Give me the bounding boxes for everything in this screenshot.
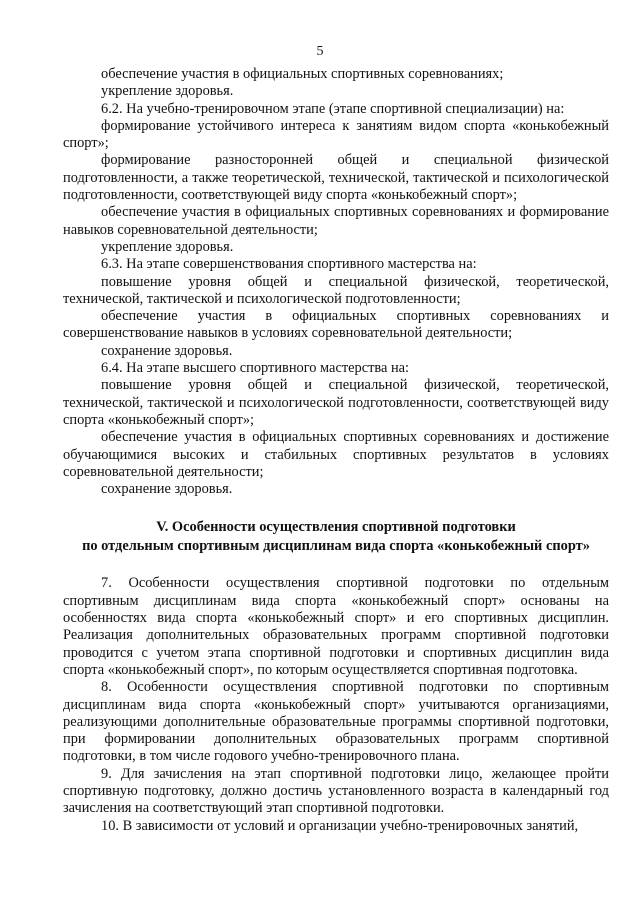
paragraph: повышение уровня общей и специальной физической, теоретической, технической, тактической и психологической подготовленности; <box>63 273 609 307</box>
paragraph: обеспечение участия в официальных спортивных соревнованиях; <box>101 66 504 82</box>
paragraph: 9. Для зачисления на этап спортивной подготовки лицо, желающее пройти спортивную подготовку, должно достичь установленного возраста в календарный год зачисления на соответствующий этап спортивной подготовки. <box>63 765 609 817</box>
paragraph: укрепление здоровья. <box>101 238 234 255</box>
document-body <box>63 66 609 835</box>
paragraph: обеспечение участия в официальных спортивных соревнованиях и достижение обучающимися высоких и стабильных спортивных результатов в условиях соревновательной деятельности; <box>63 429 609 480</box>
paragraph: сохранение здоровья. <box>101 342 233 359</box>
paragraph: 10. В зависимости от условий и организации учебно-тренировочных занятий, <box>101 817 579 834</box>
paragraph: формирование разносторонней общей и специальной физической подготовленности, а также теоретической, технической, тактической и психологической подготовленности, соответствующей виду спорта «конькобежный спорт»; <box>63 152 609 204</box>
paragraph: укрепление здоровья. <box>101 83 234 100</box>
paragraph: формирование устойчивого интереса к занятиям видом спорта «конькобежный спорт»; <box>63 117 609 152</box>
paragraph: 6.2. На учебно-тренировочном этапе (этапе спортивной специализации) на: <box>101 100 565 117</box>
paragraph: повышение уровня общей и специальной физической, теоретической, технической, тактической и психологической подготовленности, соответствующей виду спорта «конькобежный спорт»; <box>63 377 609 428</box>
paragraph: 6.4. На этапе высшего спортивного мастерства на: <box>101 360 410 377</box>
paragraph: 7. Особенности осуществления спортивной подготовки по отдельным спортивным дисциплинам вида спорта «конькобежный спорт» основаны на особенностях вида спорта «конькобежный спорт» и его спортивных дисциплин. Реализация дополнительных образовательных программ спортивной подготовки проводится с учетом этапа спортивной подготовки и спортивных дисциплин вида спорта «конькобежный спорт», по которым осуществляется спортивная подготовка. <box>63 575 609 678</box>
section-heading-line-1: V. Особенности осуществления спортивной подготовки <box>156 519 516 536</box>
paragraph: обеспечение участия в официальных спортивных соревнованиях и совершенствование навыков в условиях соревновательной деятельности; <box>63 308 609 342</box>
paragraph: 6.3. На этапе совершенствования спортивного мастерства на: <box>101 256 477 273</box>
paragraph: 8. Особенности осуществления спортивной подготовки по спортивным дисциплинам вида спорта «конькобежный спорт» учитываются организациями, реализующими дополнительные образовательные программы спортивной подготовки, при формировании дополнительных образовательных программ спортивной подготовки, в том числе годового учебно-тренировочного плана. <box>63 679 609 765</box>
section-heading-line-2: по отдельным спортивным дисциплинам вида спорта «конькобежный спорт» <box>82 538 590 555</box>
paragraph: сохранение здоровья. <box>101 481 233 498</box>
section-heading <box>63 518 609 556</box>
page-number: 5 <box>316 44 324 59</box>
paragraph: обеспечение участия в официальных спортивных соревнованиях и формирование навыков соревновательной деятельности; <box>63 204 609 238</box>
